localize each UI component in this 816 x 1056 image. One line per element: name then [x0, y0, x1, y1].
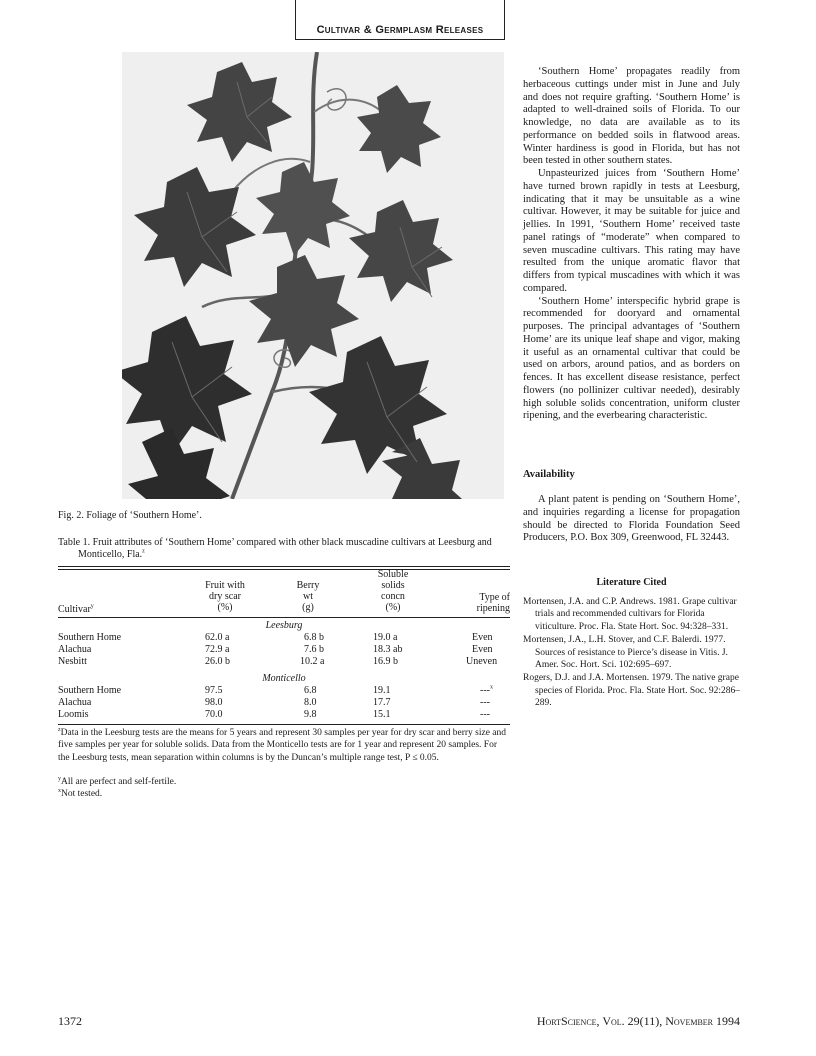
table-top-rule: [58, 566, 510, 567]
table-cell-ripening: ---: [480, 697, 490, 708]
heading-availability: Availability: [523, 469, 575, 480]
table-cell-dry-scar: 26.0 b: [205, 656, 230, 667]
reference-item: Rogers, D.J. and J.A. Mortensen. 1979. The native grape species of Florida. Proc. Fla. State Hort. Soc. 92:286–289.: [523, 673, 741, 709]
reference-list: [523, 596, 740, 711]
availability-block: [523, 494, 740, 545]
table-cell-berry-wt: 10.2 a: [300, 656, 325, 667]
table-footnote-y: $^y$All are perfect and self-fertile.: [58, 775, 177, 787]
table-cell-cultivar: Loomis: [58, 709, 89, 720]
table-cell-ripening: ---$^x$: [480, 684, 493, 696]
table-cell-dry-scar: 72.9 a: [205, 644, 230, 655]
table-cell-cultivar: Southern Home: [58, 685, 122, 696]
table-cell-cultivar: Alachua: [58, 644, 92, 655]
table-cell-berry-wt: 6.8: [304, 685, 317, 696]
table-cell-solids: 18.3 ab: [373, 644, 403, 655]
table-cell-berry-wt: 9.8: [304, 709, 317, 720]
table-cell-dry-scar: 97.5: [205, 685, 223, 696]
table-cell-berry-wt: 6.8 b: [304, 632, 324, 643]
table-cell-cultivar: Southern Home: [58, 632, 122, 643]
table-caption: [58, 537, 510, 561]
table-cell-solids: 16.9 b: [373, 656, 398, 667]
table-cell-ripening: Even: [472, 644, 493, 655]
grape-foliage-illustration: [122, 52, 504, 499]
reference-item: Mortensen, J.A. and C.P. Andrews. 1981. Grape cultivar trials and recommended cultivars for Florida viticulture. Proc. Fla. State Hort. Soc. 94:328–331.: [523, 597, 737, 632]
paragraph-propagation: ‘Southern Home’ propagates readily from herbaceous cuttings under mist in June and July and does not require grafting. ‘Southern Home’ is adapted to well-drained soils of Florida. To our knowledge, no data are available as to its performance on bedded soils in flatwood areas. Winter hardiness is good in Florida, but has not been tested in other southern states.: [523, 66, 740, 167]
table-cell-cultivar: Alachua: [58, 697, 92, 708]
section-header-box: [295, 0, 505, 40]
page-number: 1372: [58, 1014, 82, 1028]
group-label-leesburg: Leesburg: [265, 620, 303, 631]
table-cell-dry-scar: 62.0 a: [205, 632, 230, 643]
table-cell-dry-scar: 70.0: [205, 709, 223, 720]
table-cell-cultivar: Nesbitt: [58, 656, 87, 667]
section-header: Cultivar & Germplasm Releases: [316, 24, 484, 36]
figure-photo-foliage: [122, 52, 504, 499]
table-caption-footnote-mark: z: [142, 548, 145, 555]
table-cell-ripening: Even: [472, 632, 493, 643]
paragraph-recommendation: ‘Southern Home’ interspecific hybrid grape is recommended for dooryard and ornamental purposes. The principal advantages of ‘Southern Home’ are its unique leaf shape and vigor, making it useful as an ornamental cultivar that could be used on arbors, around patios, and as borders on fences. It has excellent disease resistance, perfect flowers (no pollinizer cultivar needed), desirably high soluble solids concentration, uniform cluster ripening, and the everbearing characteristic.: [523, 295, 740, 422]
table-cell-solids: 19.1: [373, 685, 391, 696]
table-top-rule-double: [58, 569, 510, 570]
group-label-monticello: Monticello: [262, 673, 306, 684]
table-caption-text: Table 1. Fruit attributes of ‘Southern Home’ compared with other black muscadine cultivars at Leesburg and Monticello, Fla.: [58, 537, 492, 560]
col-header-ripening: Type of ripening: [476, 592, 510, 614]
table-cell-berry-wt: 7.6 b: [304, 644, 324, 655]
body-text-column: [523, 66, 740, 423]
table-cell-dry-scar: 98.0: [205, 697, 223, 708]
table-footnote-z: $^z$Data in the Leesburg tests are the means for 5 years and represent 30 samples per year for dry scar and berry size and five samples per year for soluble solids. Data from the Monticello tests are for 1 year and represent 20 samples. For the Leesburg tests, mean separation within columns is by the Duncan’s multiple range test, P ≤ 0.05.: [58, 726, 507, 763]
table-cell-solids: 19.0 a: [373, 632, 398, 643]
table-cell-solids: 15.1: [373, 709, 391, 720]
table-cell-ripening: ---: [480, 709, 490, 720]
heading-literature-cited: Literature Cited: [596, 577, 667, 588]
col-header-cultivar: Cultivar$^y$: [58, 603, 94, 615]
journal-citation: HortScience, Vol. 29(11), November 1994: [536, 1014, 740, 1028]
figure-caption: Fig. 2. Foliage of ‘Southern Home’.: [58, 510, 202, 521]
col-header-berry-wt: Berry wt (g): [296, 580, 320, 613]
table-header-rule: [58, 617, 510, 618]
table-bottom-rule: [58, 724, 510, 725]
table-cell-ripening: Uneven: [466, 656, 498, 667]
paragraph-availability: A plant patent is pending on ‘Southern Home’, and inquiries regarding a license for propagation should be directed to Florida Foundation Seed Producers, P.O. Box 309, Greenwood, FL 32443.: [523, 494, 740, 544]
table-footnote-x: $^x$Not tested.: [58, 787, 103, 799]
col-header-soluble-solids: Soluble solids concn (%): [377, 569, 409, 613]
col-header-dry-scar: Fruit with dry scar (%): [205, 580, 245, 613]
paragraph-juice: Unpasteurized juices from ‘Southern Home’ have turned brown rapidly in tests at Leesburg, indicating that it may be unsuitable as a wine cultivar. However, it may be suitable for juice and jellies. In 1991, ‘Southern Home’ received taste panel ratings of “moderate” when compared to seven muscadine cultivars. This rating may have resulted from the unique aromatic flavor that differs from typical muscadines with which it was compared.: [523, 168, 740, 294]
table-cell-berry-wt: 8.0: [304, 697, 317, 708]
reference-item: Mortensen, J.A., L.H. Stover, and C.F. Balerdi. 1977. Sources of resistance to Pierce’s disease in Vitis. J. Amer. Soc. Hort. Sci. 102:695–697.: [523, 635, 728, 671]
table-cell-solids: 17.7: [373, 697, 391, 708]
